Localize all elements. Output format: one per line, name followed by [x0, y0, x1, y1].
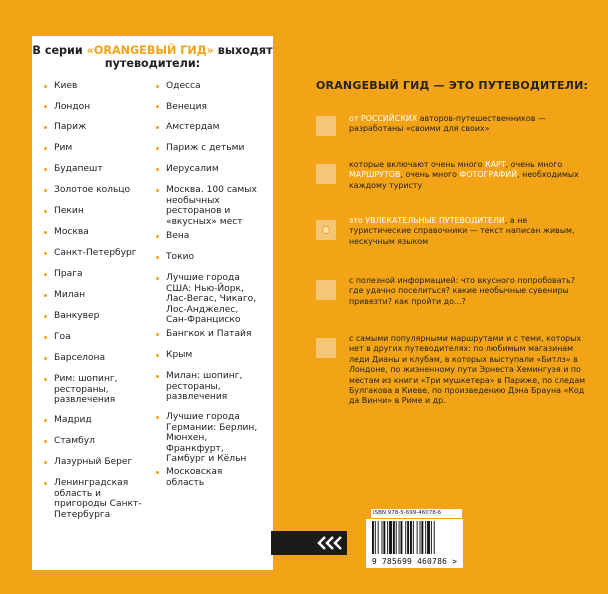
feature-bullet	[316, 338, 336, 358]
list-item: Париж с детьми	[156, 143, 272, 154]
list-item: Рим: шопинг, рестораны, развлечения	[44, 374, 126, 406]
list-item: Москва	[44, 227, 156, 238]
barcode	[366, 519, 463, 568]
barcode-bar	[387, 521, 388, 554]
barcode-bars-icon	[366, 519, 463, 556]
barcode-bar	[383, 521, 385, 554]
barcode-bar	[375, 521, 376, 554]
barcode-digits: 9 785699 460786 >	[366, 556, 463, 568]
list-item: Иерусалим	[156, 164, 272, 175]
list-item: Стамбул	[44, 436, 156, 447]
barcode-bar	[396, 521, 397, 554]
barcode-bar	[407, 521, 409, 554]
feature-text: от РОССИЙСКИХ авторов-путешественников — разработаны «своими для своих»	[349, 114, 546, 134]
list-item: Пекин	[44, 206, 156, 217]
barcode-bar	[405, 521, 406, 554]
list-item: Мадрид	[44, 415, 156, 426]
list-item: Крым	[156, 350, 272, 361]
list-item: Прага	[44, 269, 156, 280]
list-item: Московская область	[156, 467, 246, 488]
barcode-bar	[417, 521, 418, 554]
feature-bullet	[316, 280, 336, 300]
list-item: Ванкувер	[44, 311, 156, 322]
list-item: Барселона	[44, 353, 156, 364]
list-item: Милан: шопинг, рестораны, развлечения	[156, 371, 258, 403]
barcode-bar	[431, 521, 432, 554]
chevron-strip	[271, 531, 347, 555]
list-item: Лондон	[44, 102, 156, 113]
barcode-bar	[434, 521, 435, 554]
list-item: Милан	[44, 290, 156, 301]
list-item: Гоа	[44, 332, 156, 343]
list-item: Рим	[44, 143, 156, 154]
barcode-bar	[427, 521, 430, 554]
list-item: Париж	[44, 122, 156, 133]
chevron-left-icon	[331, 535, 345, 551]
feature-text: с полезной информацией: что вкусного попробовать? где удачно поселиться? какие необычные сувениры привезти? как пройти до...?	[349, 276, 575, 306]
series-panel	[32, 36, 273, 570]
list-item: Амстердам	[156, 122, 272, 133]
list-item: Будапешт	[44, 164, 156, 175]
barcode-bar	[410, 521, 412, 554]
list-item: Одесса	[156, 81, 272, 92]
feature-text: которые включают очень много КАРТ, очень много МАРШРУТОВ, очень много ФОТОГРАФИЙ, необходимых каждому туристу	[349, 160, 579, 190]
series-header: В серии «ORANGEВЫЙ ГИД» выходят путеводители:	[32, 44, 273, 70]
list-item: Золотое кольцо	[44, 185, 156, 196]
barcode-bar	[389, 521, 392, 554]
barcode-bar	[420, 521, 421, 554]
barcode-bar	[399, 521, 400, 554]
list-item: Лучшие города США: Нью-Йорк, Лас-Вегас, Чикаго, Лос-Анджелес, Сан-Франциско	[156, 273, 260, 326]
feature-bullet	[316, 164, 336, 184]
feature-bullet	[316, 116, 336, 136]
series-brand: «ORANGEВЫЙ ГИД»	[86, 44, 214, 57]
list-item: Санкт-Петербург	[44, 248, 156, 259]
barcode-bar	[382, 521, 383, 554]
list-item: Киев	[44, 81, 156, 92]
barcode-bar	[421, 521, 423, 554]
barcode-bar	[393, 521, 395, 554]
isbn-label: ISBN 978-5-699-46078-6	[371, 509, 462, 518]
list-item: Бангкок и Патайя	[156, 329, 272, 340]
feature-text: это УВЛЕКАТЕЛЬНЫЕ ПУТЕВОДИТЕЛИ, а не туристические справочники — текст написан живым, нескучным языком	[349, 216, 575, 246]
barcode-bar	[425, 521, 426, 554]
list-item: Ленинградская область и пригороды Санкт-Петербурга	[44, 478, 148, 520]
features-title: ORANGEВЫЙ ГИД — ЭТО ПУТЕВОДИТЕЛИ:	[316, 79, 589, 92]
feature-bullet	[316, 220, 336, 240]
barcode-bar	[401, 521, 403, 554]
list-item: Токио	[156, 252, 272, 263]
barcode-bar	[372, 521, 374, 554]
list-item: Москва. 100 самых необычных ресторанов и «вкусных» мест	[156, 185, 266, 227]
barcode-bar	[413, 521, 414, 554]
barcode-bar	[378, 521, 379, 554]
list-item: Вена	[156, 231, 272, 242]
list-item: Венеция	[156, 102, 272, 113]
list-item: Лучшие города Германии: Берлин, Мюнхен, Франкфурт, Гамбург и Кёльн	[156, 412, 266, 465]
list-item: Лазурный Берег	[44, 457, 156, 468]
feature-text: с самыми популярными маршрутами и с теми, которых нет в других путеводителях: по любимым магазинам леди Дианы и клубам, в которых выступали «Битлз» в Лондоне, по жизненному пути Эрнеста Хемингуэя и по местам из книги «Три мушкетера» в Париже, по следам Булгакова в Киеве, по произведению Дэна Брауна «Код да Винчи» в Риме и др.	[349, 334, 586, 406]
